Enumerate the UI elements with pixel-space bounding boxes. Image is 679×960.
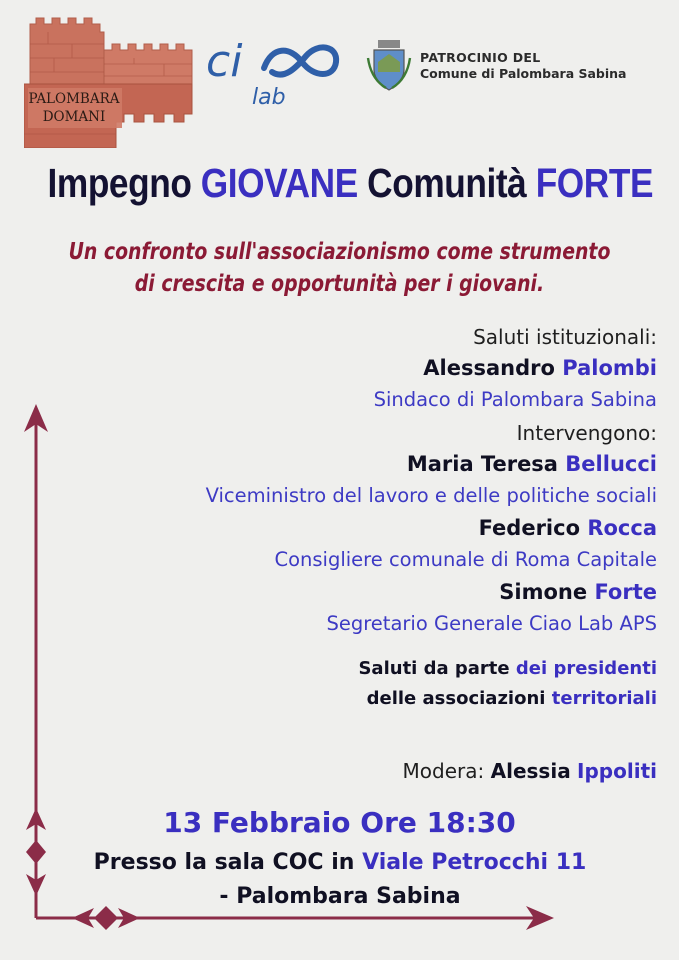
- subtitle-line-2: di crescita e opportunità per i giovani.: [134, 271, 545, 297]
- title-word-giovane: GIOVANE: [200, 160, 358, 206]
- title-word-comunita: Comunità: [367, 160, 527, 206]
- speaker-name: Simone Forte: [499, 580, 657, 604]
- ciao-lab-logo: [206, 32, 344, 112]
- event-venue: Presso la sala COC in Viale Petrocchi 11 - Palombara Sabina: [93, 850, 587, 909]
- title-word-forte: FORTE: [535, 160, 654, 206]
- speaker-name: Maria Teresa Bellucci: [406, 452, 657, 476]
- lab-logo-word: lab: [252, 85, 286, 110]
- logo-text-line1: PALOMBARA: [28, 91, 120, 107]
- coat-of-arms-icon: [366, 38, 412, 92]
- moderator: Modera: Alessia Ippoliti: [402, 759, 657, 783]
- greetings-label: Saluti istituzionali:: [473, 325, 657, 349]
- program-list: [37, 322, 657, 640]
- speaker-role: Segretario Generale Ciao Lab APS: [326, 612, 657, 635]
- speaker-role: Consigliere comunale di Roma Capitale: [274, 548, 657, 571]
- infinity-loop-logo: [264, 47, 336, 74]
- presidents-greetings: Saluti da parte dei presidenti delle associazioni territoriali: [358, 658, 657, 709]
- palombara-domani-logo: [24, 14, 196, 148]
- logo-text-line2: DOMANI: [42, 109, 106, 125]
- castle-wall-logo: [24, 14, 196, 148]
- municipality-name: Comune di Palombara Sabina: [420, 65, 627, 81]
- title-word-impegno: Impegno: [47, 160, 192, 206]
- ciao-logo-word: ci: [206, 36, 243, 87]
- subtitle-line-1: Un confronto sull'associazionismo come strumento: [68, 239, 611, 265]
- mayor-name: Alessandro Palombi: [423, 356, 657, 380]
- speakers-label: Intervengono:: [516, 421, 657, 445]
- speaker-name: Federico Rocca: [478, 516, 657, 540]
- speaker-role: Viceministro del lavoro e delle politiche sociali: [205, 484, 657, 507]
- event-title: [47, 160, 654, 207]
- mayor-role: Sindaco di Palombara Sabina: [373, 388, 657, 411]
- event-date: 13 Febbraio Ore 18:30: [163, 806, 516, 839]
- event-subtitle: [61, 236, 618, 300]
- comune-patronage: [366, 38, 666, 92]
- patronage-label: PATROCINIO DEL: [420, 50, 541, 65]
